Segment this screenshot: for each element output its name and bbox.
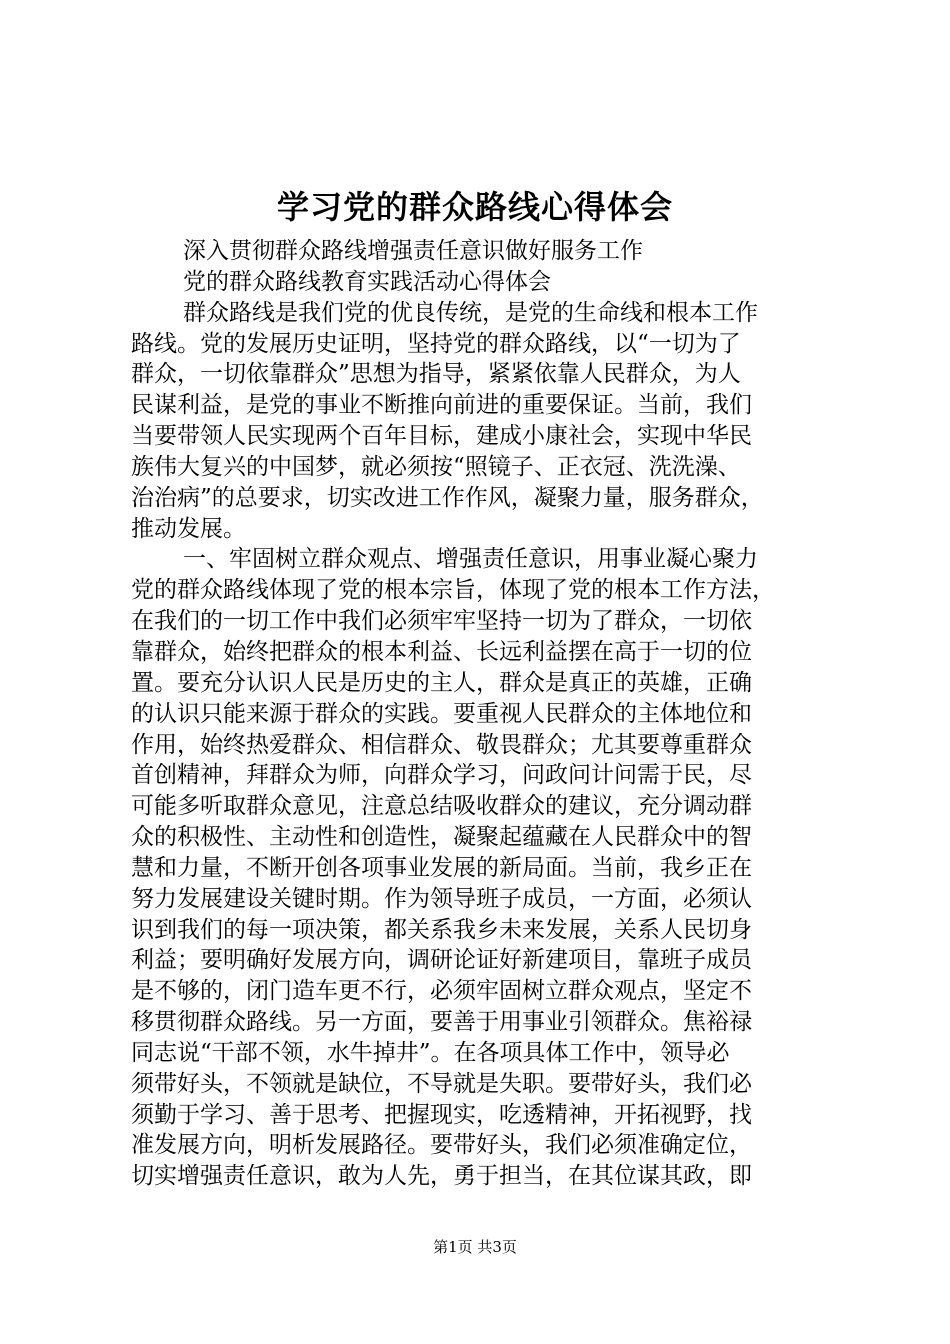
body-line: 民谋利益，是党的事业不断推向前进的重要保证。当前，我们: [131, 392, 752, 419]
body-line: 须带好头，不领就是缺位，不导就是失职。要带好头，我们必: [131, 1070, 752, 1097]
body-line: 治治病”的总要求，切实改进工作作风，凝聚力量，服务群众，: [131, 484, 764, 511]
subtitle-line: 党的群众路线教育实践活动心得体会: [183, 268, 551, 295]
paragraph-lines: [131, 298, 831, 1192]
body-line: 须勤于学习、善于思考、把握现实，吃透精神，开拓视野，找: [131, 1101, 752, 1128]
body-line: 一、牢固树立群众观点、增强责任意识，用事业凝心聚力: [183, 546, 758, 573]
body-line: 首创精神，拜群众为师，向群众学习，问政问计问需于民，尽: [131, 762, 752, 789]
body-line: 置。要充分认识人民是历史的主人，群众是真正的英雄，正确: [131, 669, 752, 696]
body-line: 靠群众，始终把群众的根本利益、长远利益摆在高于一切的位: [131, 638, 752, 665]
body-line: 准发展方向，明析发展路径。要带好头，我们必须准确定位，: [131, 1132, 752, 1159]
body-line: 推动发展。: [131, 515, 246, 542]
body-line: 众的积极性、主动性和创造性，凝聚起蕴藏在人民群众中的智: [131, 824, 752, 851]
subtitle-line: 深入贯彻群众路线增强责任意识做好服务工作: [183, 238, 643, 264]
body-line: 可能多听取群众意见，注意总结吸收群众的建议，充分调动群: [131, 793, 752, 820]
body-line: 路线。党的发展历史证明，坚持党的群众路线，以“一切为了: [131, 330, 741, 357]
body-line: 慧和力量，不断开创各项事业发展的新局面。当前，我乡正在: [131, 854, 752, 881]
body-line: 识到我们的每一项决策，都关系我乡未来发展，关系人民切身: [131, 916, 752, 943]
body-line: 作用，始终热爱群众、相信群众、敬畏群众；尤其要尊重群众: [131, 731, 752, 758]
body-line: 移贯彻群众路线。另一方面，要善于用事业引领群众。焦裕禄: [131, 1009, 752, 1036]
body-line: 族伟大复兴的中国梦，就必须按“照镜子、正衣冠、洗洗澡、: [131, 453, 741, 480]
body-line: 群众路线是我们党的优良传统，是党的生命线和根本工作: [183, 299, 758, 326]
body-line: 同志说“干部不领，水牛掉井”。在各项具体工作中，领导必: [131, 1039, 730, 1066]
body-line: 切实增强责任意识，敢为人先，勇于担当，在其位谋其政，即: [131, 1163, 752, 1190]
body-line: 当要带领人民实现两个百年目标，建成小康社会，实现中华民: [131, 423, 752, 450]
body-line: 努力发展建设关键时期。作为领导班子成员，一方面，必须认: [131, 885, 752, 912]
body-line: 党的群众路线体现了党的根本宗旨，体现了党的根本工作方法，: [131, 577, 775, 604]
body-line: 群众，一切依靠群众”思想为指导，紧紧依靠人民群众，为人: [131, 361, 741, 388]
body-line: 是不够的，闭门造车更不行，必须牢固树立群众观点，坚定不: [131, 978, 752, 1005]
body-line: 在我们的一切工作中我们必须牢牢坚持一切为了群众，一切依: [131, 608, 752, 635]
document-title: 学习党的群众路线心得体会: [276, 188, 673, 226]
document-body: [131, 236, 831, 1192]
body-line: 的认识只能来源于群众的实践。要重视人民群众的主体地位和: [131, 700, 752, 727]
body-line: 利益；要明确好发展方向，调研论证好新建项目，靠班子成员: [131, 947, 752, 974]
page-footer: 第1页 共3页: [433, 1238, 517, 1256]
